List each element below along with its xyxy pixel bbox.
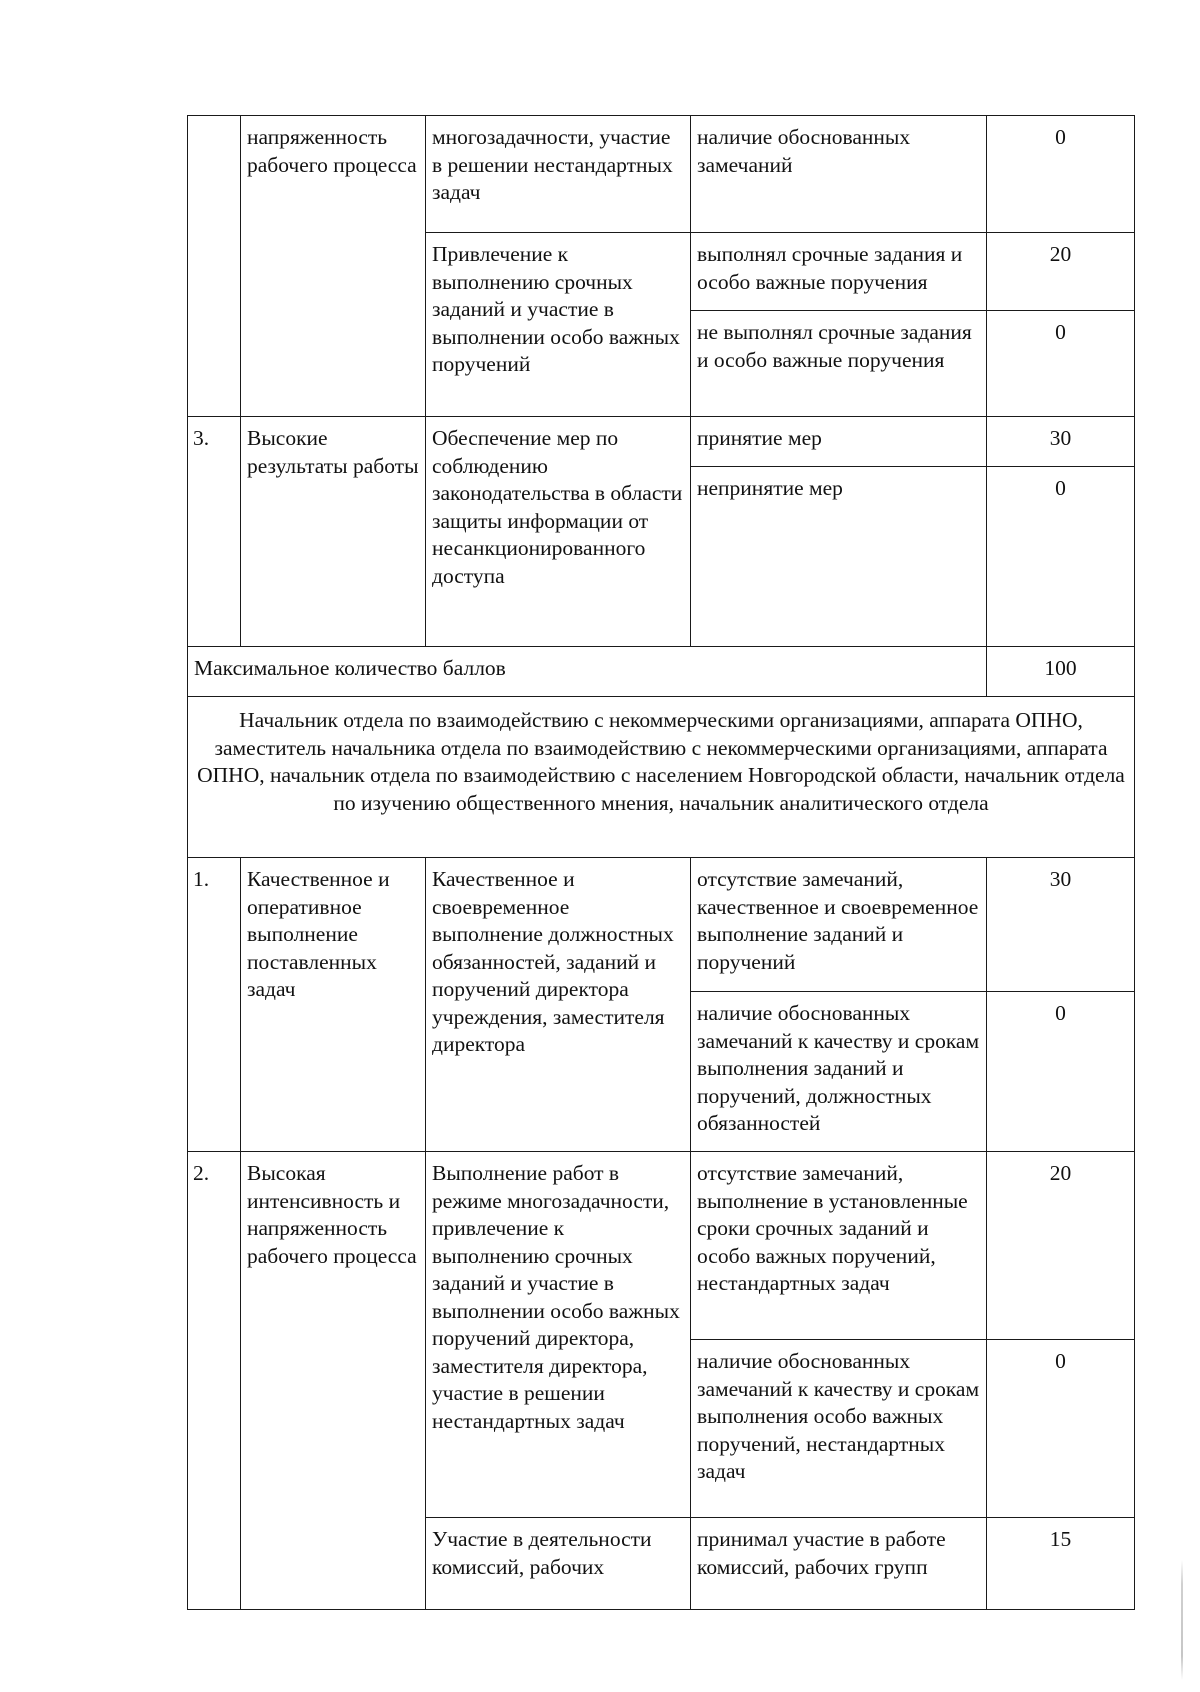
points-cell: 0 <box>987 992 1135 1152</box>
table-row <box>188 417 1135 467</box>
section-heading-row <box>188 697 1135 858</box>
indicator-cell: Выполнение работ в режиме многозадачности, привлечение к выполнению срочных заданий и участие в выполнении особо важных поручений директора, заместителя директора, участие в решении нестандартных задач <box>426 1152 691 1518</box>
indicator-cell: многозадачности, участие в решении нестандартных задач <box>426 116 691 233</box>
condition-cell: выполнял срочные задания и особо важные поручения <box>691 233 987 311</box>
row-number-cell: 3. <box>188 417 241 647</box>
points-cell: 30 <box>987 858 1135 992</box>
indicator-cell: Привлечение к выполнению срочных заданий и участие в выполнении особо важных поручений <box>426 233 691 417</box>
criterion-cell: напряженность рабочего процесса <box>241 116 426 417</box>
condition-cell: не выполнял срочные задания и особо важные поручения <box>691 311 987 417</box>
points-cell: 20 <box>987 1152 1135 1340</box>
table-row <box>188 858 1135 992</box>
max-points-value: 100 <box>987 647 1135 697</box>
condition-cell: принимал участие в работе комиссий, рабочих групп <box>691 1518 987 1610</box>
indicator-cell: Обеспечение мер по соблюдению законодательства в области защиты информации от несанкционированного доступа <box>426 417 691 647</box>
row-number-cell: 1. <box>188 858 241 1152</box>
row-number-cell: 2. <box>188 1152 241 1610</box>
points-cell: 0 <box>987 116 1135 233</box>
criterion-cell: Высокая интенсивность и напряженность рабочего процесса <box>241 1152 426 1610</box>
scan-edge-mark <box>1181 1560 1183 1680</box>
indicator-cell: Участие в деятельности комиссий, рабочих <box>426 1518 691 1610</box>
indicator-cell: Качественное и своевременное выполнение должностных обязанностей, заданий и поручений директора учреждения, заместителя директора <box>426 858 691 1152</box>
condition-cell: отсутствие замечаний, выполнение в установленные сроки срочных заданий и особо важных поручений, нестандартных задач <box>691 1152 987 1340</box>
condition-cell: наличие обоснованных замечаний <box>691 116 987 233</box>
points-cell: 15 <box>987 1518 1135 1610</box>
max-points-row <box>188 647 1135 697</box>
criteria-table <box>187 115 1135 1610</box>
max-points-label: Максимальное количество баллов <box>188 647 987 697</box>
condition-cell: наличие обоснованных замечаний к качеству и срокам выполнения заданий и поручений, должностных обязанностей <box>691 992 987 1152</box>
points-cell: 0 <box>987 311 1135 417</box>
table-row <box>188 116 1135 233</box>
points-cell: 0 <box>987 1340 1135 1518</box>
points-cell: 20 <box>987 233 1135 311</box>
condition-cell: наличие обоснованных замечаний к качеству и срокам выполнения особо важных поручений, нестандартных задач <box>691 1340 987 1518</box>
section-heading: Начальник отдела по взаимодействию с некоммерческими организациями, аппарата ОПНО, заместитель начальника отдела по взаимодействию с некоммерческими организациями, аппарата ОПНО, начальник отдела по взаимодействию с населением Новгородской области, начальник отдела по изучению общественного мнения, начальник аналитического отдела <box>188 697 1135 858</box>
row-number-cell <box>188 116 241 417</box>
criterion-cell: Качественное и оперативное выполнение поставленных задач <box>241 858 426 1152</box>
condition-cell: непринятие мер <box>691 467 987 647</box>
condition-cell: принятие мер <box>691 417 987 467</box>
condition-cell: отсутствие замечаний, качественное и своевременное выполнение заданий и поручений <box>691 858 987 992</box>
table-row <box>188 1152 1135 1340</box>
criterion-cell: Высокие результаты работы <box>241 417 426 647</box>
points-cell: 30 <box>987 417 1135 467</box>
points-cell: 0 <box>987 467 1135 647</box>
